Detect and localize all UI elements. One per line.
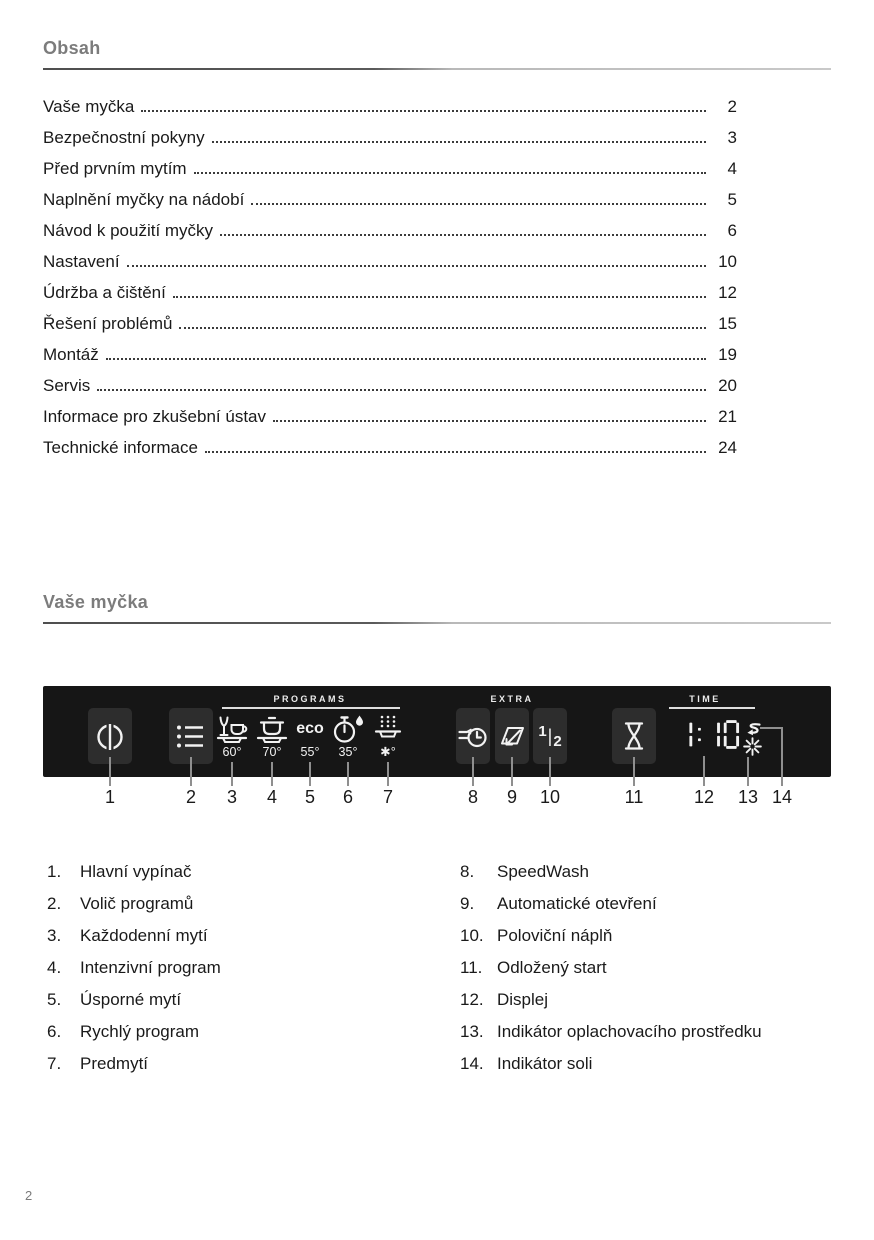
- programs-group-label: PROGRAMS: [273, 694, 347, 704]
- legend-item-label: Indikátor soli: [497, 1054, 593, 1073]
- callout-number: 13: [737, 787, 759, 807]
- callout-number: 9: [506, 787, 517, 807]
- callout-number: 3: [226, 787, 237, 807]
- toc-item-title: Řešení problémů: [43, 314, 173, 333]
- callout-leader-line: [347, 762, 349, 786]
- legend-item: [460, 888, 870, 920]
- table-of-contents: [43, 89, 737, 461]
- program-temp-label: ✱°: [380, 745, 396, 759]
- toc-row: [43, 306, 737, 337]
- legend-item-label: Indikátor oplachovacího prostředku: [497, 1022, 762, 1041]
- toc-row: [43, 182, 737, 213]
- callout-leader-line: [472, 757, 474, 786]
- half-load-button: [533, 708, 567, 764]
- legend-item-label: Hlavní vypínač: [80, 862, 192, 881]
- toc-row: [43, 120, 737, 151]
- auto-open-button: [495, 708, 529, 764]
- auto-door-open-icon: [497, 722, 527, 750]
- callout-leader-line: [190, 757, 192, 786]
- program-quick: [328, 713, 368, 759]
- toc-row: [43, 213, 737, 244]
- toc-row: [43, 275, 737, 306]
- legend-item-label: Každodenní mytí: [80, 926, 208, 945]
- toc-item-title: Nastavení: [43, 252, 120, 271]
- toc-item-title: Bezpečnostní pokyny: [43, 128, 205, 147]
- toc-item-title: Naplnění myčky na nádobí: [43, 190, 245, 209]
- section-heading: Vaše myčka: [43, 592, 149, 612]
- delay-start-button: [612, 708, 656, 764]
- power-icon: [95, 718, 125, 754]
- callout-leader-line: [703, 756, 705, 786]
- speedwash-button: [456, 708, 490, 764]
- callout-number: 2: [185, 787, 196, 807]
- toc-item-page: 3: [727, 128, 737, 147]
- legend-item: [47, 984, 447, 1016]
- program-everyday: [212, 713, 252, 759]
- toc-row: [43, 399, 737, 430]
- callout-number: 6: [342, 787, 353, 807]
- pot-plate-icon: [254, 713, 290, 745]
- prewash-spray-plate-icon: [370, 713, 406, 745]
- toc-item-title: Údržba a čištění: [43, 283, 166, 302]
- callout-leader-line: [760, 727, 782, 729]
- extra-group-label: EXTRA: [490, 694, 534, 704]
- half-load-label: [538, 722, 562, 750]
- callout-number: 5: [304, 787, 315, 807]
- legend-item-label: Automatické otevření: [497, 894, 657, 913]
- rinse-aid-indicator-icon: [743, 737, 762, 756]
- program-eco: [290, 713, 330, 759]
- callout-number: 10: [539, 787, 561, 807]
- toc-leader-dots: [273, 420, 706, 422]
- legend-item-label: Volič programů: [80, 894, 194, 913]
- legend-item: [47, 1016, 447, 1048]
- legend-item-label: Predmytí: [80, 1054, 149, 1073]
- heading-rule: [43, 622, 831, 624]
- program-intensive: [252, 713, 292, 759]
- legend-item: [47, 856, 447, 888]
- toc-leader-dots: [173, 296, 706, 298]
- toc-item-page: 6: [727, 221, 737, 240]
- legend-item-label: Rychlý program: [80, 1022, 200, 1041]
- salt-indicator-icon: [744, 722, 762, 736]
- toc-row: [43, 337, 737, 368]
- legend-item-number: 1.: [47, 862, 62, 881]
- toc-leader-dots: [141, 110, 706, 112]
- legend-item: [460, 1016, 870, 1048]
- program-temp-label: 60°: [222, 745, 242, 759]
- toc-item-page: 15: [718, 314, 737, 333]
- callout-leader-line: [633, 757, 635, 786]
- toc-item-page: 5: [727, 190, 737, 209]
- callout-leader-line: [109, 757, 111, 786]
- callout-leader-line: [271, 762, 273, 786]
- callout-leader-line: [511, 757, 513, 786]
- toc-leader-dots: [205, 451, 706, 453]
- toc-row: [43, 430, 737, 461]
- toc-leader-dots: [97, 389, 706, 391]
- callout-number: 7: [382, 787, 393, 807]
- legend-item-number: 13.: [460, 1022, 484, 1041]
- legend-item-number: 12.: [460, 990, 484, 1009]
- legend-item-label: Displej: [497, 990, 549, 1009]
- legend-item: [460, 984, 870, 1016]
- dishwasher-control-panel: [43, 686, 831, 777]
- half-load-numerator: 1: [538, 722, 547, 740]
- legend-item-number: 5.: [47, 990, 62, 1009]
- callout-number: 14: [771, 787, 793, 807]
- legend-item-label: Poloviční náplň: [497, 926, 613, 945]
- legend-item-number: 3.: [47, 926, 62, 945]
- toc-item-page: 20: [718, 376, 737, 395]
- toc-item-title: Návod k použití myčky: [43, 221, 214, 240]
- callout-number: 4: [266, 787, 277, 807]
- program-selector-button: [169, 708, 213, 764]
- toc-heading: Obsah: [43, 38, 101, 58]
- time-group-label: TIME: [689, 694, 721, 704]
- toc-leader-dots: [251, 203, 706, 205]
- eco-text: eco: [296, 720, 324, 737]
- callout-number: 12: [693, 787, 715, 807]
- legend-item: [47, 952, 447, 984]
- callout-leader-line: [747, 757, 749, 786]
- legend-item-number: 2.: [47, 894, 62, 913]
- legend-item-label: Intenzivní program: [80, 958, 221, 977]
- legend-item-number: 7.: [47, 1054, 62, 1073]
- toc-row: [43, 89, 737, 120]
- time-group-line: [669, 707, 755, 709]
- toc-leader-dots: [220, 234, 706, 236]
- legend-item-number: 6.: [47, 1022, 62, 1041]
- callout-number: 8: [467, 787, 478, 807]
- legend-item-label: SpeedWash: [497, 862, 589, 881]
- legend-left-column: [47, 856, 447, 1080]
- legend-item-number: 8.: [460, 862, 475, 881]
- legend-item-number: 9.: [460, 894, 475, 913]
- toc-item-page: 2: [727, 97, 737, 116]
- legend-item-number: 14.: [460, 1054, 484, 1073]
- toc-row: [43, 151, 737, 182]
- callout-number: 1: [104, 787, 115, 807]
- speedwash-clock-icon: [458, 722, 488, 750]
- program-prewash: [368, 713, 408, 759]
- toc-item-title: Technické informace: [43, 438, 198, 457]
- callout-leader-line: [387, 762, 389, 786]
- toc-item-page: 21: [718, 407, 737, 426]
- toc-leader-dots: [106, 358, 706, 360]
- callout-leader-line: [309, 762, 311, 786]
- callout-number: 11: [624, 787, 644, 807]
- program-temp-label: 55°: [300, 745, 320, 759]
- toc-item-page: 24: [718, 438, 737, 457]
- callout-leader-line: [549, 757, 551, 786]
- toc-item-title: Vaše myčka: [43, 97, 135, 116]
- heading-rule: [43, 68, 831, 70]
- programs-group-line: [222, 707, 400, 709]
- half-load-divider: |: [547, 725, 553, 746]
- toc-leader-dots: [179, 327, 706, 329]
- toc-item-title: Montáž: [43, 345, 99, 364]
- legend-item-number: 10.: [460, 926, 484, 945]
- legend-item: [460, 952, 870, 984]
- legend-item: [460, 856, 870, 888]
- toc-row: [43, 368, 737, 399]
- legend-item-label: Odložený start: [497, 958, 607, 977]
- legend-item: [460, 1048, 870, 1080]
- program-list-icon: [176, 723, 206, 750]
- legend-item-label: Úsporné mytí: [80, 990, 182, 1009]
- toc-leader-dots: [194, 172, 706, 174]
- stopwatch-droplet-icon: [330, 713, 366, 745]
- legend-item-number: 11.: [460, 958, 483, 977]
- time-display: [677, 720, 740, 749]
- glass-cup-plate-icon: [214, 713, 250, 745]
- program-temp-label: 70°: [262, 745, 282, 759]
- toc-item-page: 10: [718, 252, 737, 271]
- hourglass-icon: [623, 721, 645, 751]
- legend-item: [460, 920, 870, 952]
- toc-item-title: Servis: [43, 376, 91, 395]
- callout-leader-line: [231, 762, 233, 786]
- legend-item: [47, 888, 447, 920]
- legend-item: [47, 1048, 447, 1080]
- toc-item-title: Před prvním mytím: [43, 159, 187, 178]
- program-temp-label: 35°: [338, 745, 358, 759]
- toc-leader-dots: [212, 141, 706, 143]
- callout-leader-line: [781, 727, 783, 786]
- toc-item-page: 12: [718, 283, 737, 302]
- toc-leader-dots: [127, 265, 706, 267]
- legend-right-column: [460, 856, 870, 1080]
- page-number: 2: [25, 1188, 33, 1203]
- toc-row: [43, 244, 737, 275]
- power-button: [88, 708, 132, 764]
- toc-item-page: 19: [718, 345, 737, 364]
- toc-item-page: 4: [727, 159, 737, 178]
- legend-item-number: 4.: [47, 958, 62, 977]
- toc-item-title: Informace pro zkušební ústav: [43, 407, 267, 426]
- half-load-denominator: 2: [553, 732, 562, 750]
- legend-item: [47, 920, 447, 952]
